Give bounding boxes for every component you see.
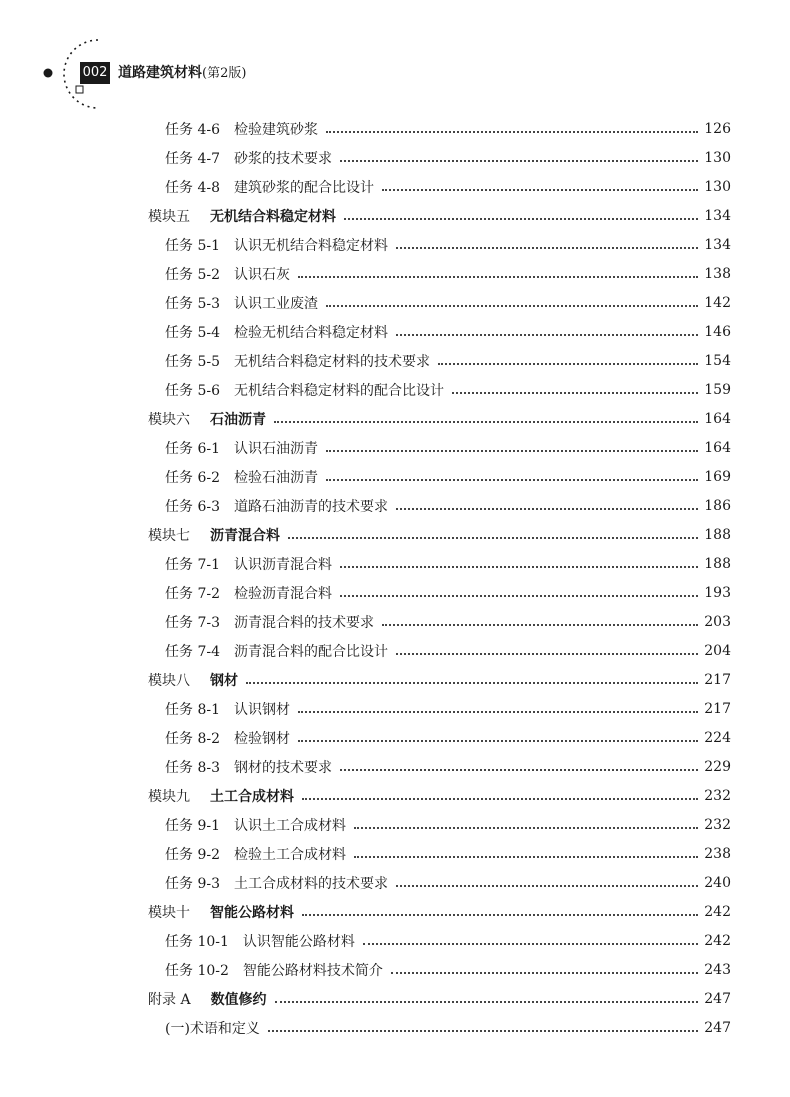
toc-entry-code: 任务 5-5 (165, 353, 220, 370)
toc-entry-title: 土工合成材料的技术要求 (234, 875, 388, 892)
toc-task-row[interactable] (165, 752, 731, 781)
toc-page-number: 203 (704, 613, 731, 630)
dot-leader (396, 320, 698, 336)
toc-entry-code: 任务 5-4 (165, 324, 220, 341)
dot-leader (452, 378, 698, 394)
toc-task-row[interactable] (165, 810, 731, 839)
toc-page-number: 164 (704, 439, 731, 456)
dot-leader (363, 929, 698, 945)
dot-leader (354, 813, 698, 829)
toc-entry-code: 模块五 (148, 208, 190, 225)
toc-entry-code: 任务 7-4 (165, 643, 220, 660)
dot-leader (354, 842, 698, 858)
toc-entry-code: 任务 5-6 (165, 382, 220, 399)
toc-module-row[interactable] (148, 201, 731, 230)
toc-page-number: 188 (704, 555, 731, 572)
toc-task-row[interactable] (165, 955, 731, 984)
toc-page-number: 164 (704, 410, 731, 427)
dot-leader (302, 784, 698, 800)
toc-module-row[interactable] (148, 897, 731, 926)
toc-entry-title: 建筑砂浆的配合比设计 (234, 179, 374, 196)
toc-entry-code: 任务 4-7 (165, 150, 220, 167)
toc-entry-code: 任务 5-2 (165, 266, 220, 283)
dot-leader (391, 958, 698, 974)
dot-leader (288, 523, 698, 539)
running-title (118, 63, 246, 84)
toc-page-number: 247 (704, 990, 731, 1007)
toc-entry-title: 智能公路材料技术简介 (242, 962, 383, 979)
toc-task-row[interactable] (165, 288, 731, 317)
toc-page-number: 204 (704, 642, 731, 659)
toc-entry-title: 沥青混合料的技术要求 (234, 614, 374, 631)
toc-module-row[interactable] (148, 665, 731, 694)
toc-entry-title: 钢材 (210, 672, 238, 689)
dot-leader (298, 726, 698, 742)
dot-leader (275, 987, 699, 1003)
toc-entry-title: 认识石油沥青 (234, 440, 318, 457)
toc-task-row[interactable] (165, 549, 731, 578)
toc-entry-title: 认识土工合成材料 (234, 817, 346, 834)
toc-page-number: 154 (704, 352, 731, 369)
toc-task-row[interactable] (165, 259, 731, 288)
dot-leader (382, 610, 698, 626)
dot-leader (340, 755, 698, 771)
toc-task-row[interactable] (165, 868, 731, 897)
toc-entry-title: 砂浆的技术要求 (234, 150, 332, 167)
dot-leader (302, 900, 698, 916)
toc-entry-title: 检验石油沥青 (234, 469, 318, 486)
toc-entry-title: 无机结合料稳定材料的技术要求 (234, 353, 430, 370)
toc-page-number: 130 (704, 178, 731, 195)
toc-page-number: 242 (704, 903, 731, 920)
toc-page-number: 134 (704, 236, 731, 253)
toc-entry-code: 任务 5-3 (165, 295, 220, 312)
toc-task-row[interactable] (165, 578, 731, 607)
toc-entry-title: 无机结合料稳定材料 (210, 208, 336, 225)
toc-task-row[interactable] (165, 375, 731, 404)
toc-page-number: 126 (704, 120, 731, 137)
toc-entry-code: 模块九 (148, 788, 190, 805)
toc-page-number: 138 (704, 265, 731, 282)
toc-task-row[interactable] (165, 491, 731, 520)
dot-leader (274, 407, 698, 423)
toc-entry-title: 钢材的技术要求 (234, 759, 332, 776)
toc-entry-title: 认识钢材 (234, 701, 290, 718)
toc-entry-code: 任务 4-6 (165, 121, 220, 138)
dot-leader (438, 349, 698, 365)
toc-page-number: 159 (704, 381, 731, 398)
toc-page-number: 193 (704, 584, 731, 601)
toc-entry-code: 附录 A (148, 991, 191, 1008)
toc-page-number: 232 (704, 816, 731, 833)
toc-entry-code: 任务 8-1 (165, 701, 220, 718)
page-header (0, 0, 790, 110)
toc-entry-title: 认识沥青混合料 (234, 556, 332, 573)
toc-task-row[interactable] (165, 694, 731, 723)
toc-task-row[interactable] (165, 114, 731, 143)
toc-entry-title: 检验土工合成材料 (234, 846, 346, 863)
toc-task-row[interactable] (165, 636, 731, 665)
toc-page-number: 229 (704, 758, 731, 775)
toc-entry-code: 任务 6-1 (165, 440, 220, 457)
toc-entry-code: 任务 7-2 (165, 585, 220, 602)
dot-leader (344, 204, 698, 220)
toc-page-number: 232 (704, 787, 731, 804)
dot-leader (326, 436, 698, 452)
dot-leader (268, 1016, 698, 1032)
toc-task-row[interactable] (165, 433, 731, 462)
toc-page-number: 130 (704, 149, 731, 166)
toc-entry-title: 检验无机结合料稳定材料 (234, 324, 388, 341)
toc-entry-title: 检验建筑砂浆 (234, 121, 318, 138)
toc-entry-code: 任务 8-2 (165, 730, 220, 747)
dot-leader (396, 233, 698, 249)
toc-task-row[interactable] (165, 346, 731, 375)
dot-leader (396, 494, 698, 510)
toc-entry-code: 任务 7-3 (165, 614, 220, 631)
toc-task-row[interactable] (165, 143, 731, 172)
toc-entry-title: 智能公路材料 (210, 904, 294, 921)
toc-module-row[interactable] (148, 984, 731, 1013)
toc-page-number: 247 (704, 1019, 731, 1036)
toc-entry-title: 检验沥青混合料 (234, 585, 332, 602)
toc-page-number: 186 (704, 497, 731, 514)
toc-page-number: 146 (704, 323, 731, 340)
toc-entry-title: (一)术语和定义 (165, 1020, 260, 1037)
dot-leader (298, 262, 698, 278)
toc-entry-code: 任务 10-2 (165, 962, 229, 979)
toc-entry-code: 任务 9-2 (165, 846, 220, 863)
toc-entry-code: 任务 9-3 (165, 875, 220, 892)
toc-task-row[interactable] (165, 1013, 731, 1042)
toc-entry-title: 沥青混合料 (210, 527, 280, 544)
toc-entry-code: 任务 9-1 (165, 817, 220, 834)
dot-leader (382, 175, 698, 191)
toc-task-row[interactable] (165, 926, 731, 955)
toc-entry-code: 任务 8-3 (165, 759, 220, 776)
toc-page-number: 224 (704, 729, 731, 746)
dot-leader (340, 552, 698, 568)
toc-page-number: 217 (704, 671, 731, 688)
toc-entry-code: 模块六 (148, 411, 190, 428)
toc-task-row[interactable] (165, 462, 731, 491)
toc-entry-title: 检验钢材 (234, 730, 290, 747)
dot-leader (326, 117, 698, 133)
toc-page-number: 134 (704, 207, 731, 224)
dot-leader (246, 668, 698, 684)
toc-page-number: 169 (704, 468, 731, 485)
toc-entry-title: 认识无机结合料稳定材料 (234, 237, 388, 254)
toc-module-row[interactable] (148, 781, 731, 810)
toc-task-row[interactable] (165, 607, 731, 636)
toc-entry-code: 任务 7-1 (165, 556, 220, 573)
toc-entry-title: 认识智能公路材料 (242, 933, 355, 950)
page-number-badge: 002 (80, 62, 110, 84)
toc-entry-code: 任务 6-2 (165, 469, 220, 486)
toc-task-row[interactable] (165, 230, 731, 259)
toc-entry-code: 任务 6-3 (165, 498, 220, 515)
toc-task-row[interactable] (165, 839, 731, 868)
dot-leader (340, 146, 698, 162)
toc-entry-title: 认识工业废渣 (234, 295, 318, 312)
toc-entry-code: 任务 10-1 (165, 933, 229, 950)
toc-page-number: 242 (704, 932, 731, 949)
book-title: 道路建筑材料 (118, 65, 202, 81)
toc-module-row[interactable] (148, 520, 731, 549)
toc-entry-code: 任务 5-1 (165, 237, 220, 254)
toc-task-row[interactable] (165, 317, 731, 346)
dot-leader (326, 291, 698, 307)
toc-module-row[interactable] (148, 404, 731, 433)
toc-entry-title: 土工合成材料 (210, 788, 294, 805)
toc-task-row[interactable] (165, 723, 731, 752)
header-ornament (0, 0, 120, 110)
toc-page-number: 217 (704, 700, 731, 717)
toc-entry-code: 模块十 (148, 904, 190, 921)
toc-entry-title: 石油沥青 (210, 411, 266, 428)
dot-leader (340, 581, 698, 597)
toc-entry-title: 道路石油沥青的技术要求 (234, 498, 388, 515)
toc-page-number: 142 (704, 294, 731, 311)
toc-task-row[interactable] (165, 172, 731, 201)
toc-entry-title: 无机结合料稳定材料的配合比设计 (234, 382, 444, 399)
toc-entry-code: 任务 4-8 (165, 179, 220, 196)
toc-entry-code: 模块七 (148, 527, 190, 544)
toc-entry-title: 沥青混合料的配合比设计 (234, 643, 388, 660)
toc-entry-title: 认识石灰 (234, 266, 290, 283)
dot-leader (326, 465, 698, 481)
toc-page-number: 243 (704, 961, 731, 978)
toc-page-number: 188 (704, 526, 731, 543)
dot-leader (396, 639, 698, 655)
toc-entry-title: 数值修约 (210, 991, 267, 1008)
book-edition: (第2版) (202, 66, 247, 81)
toc-page-number: 240 (704, 874, 731, 891)
dot-leader (396, 871, 698, 887)
toc-page-number: 238 (704, 845, 731, 862)
toc-entry-code: 模块八 (148, 672, 190, 689)
dot-leader (298, 697, 698, 713)
